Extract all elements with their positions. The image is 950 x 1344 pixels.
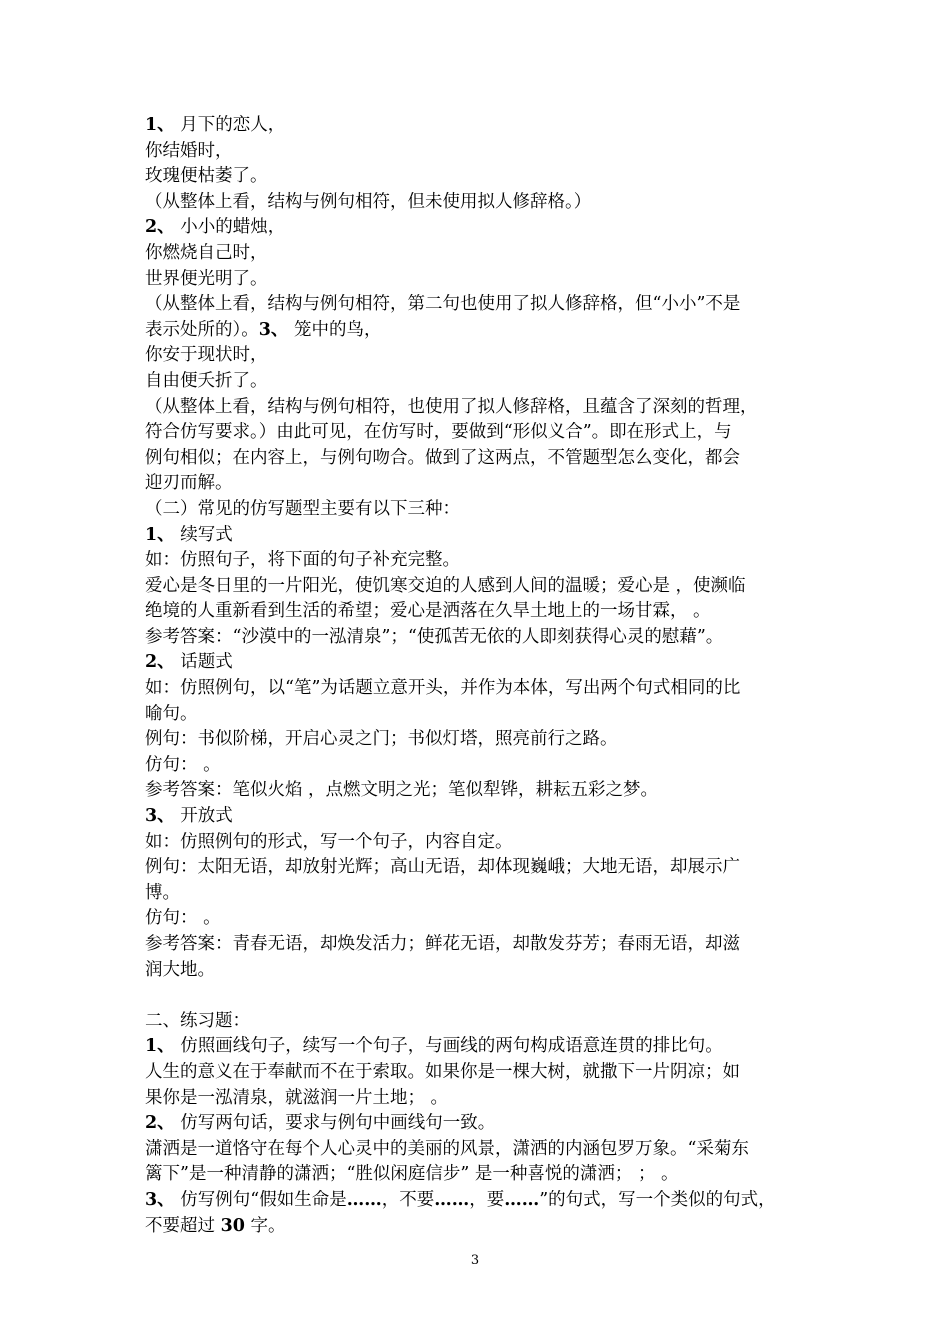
text-line bbox=[145, 215, 810, 241]
text-line bbox=[145, 548, 810, 574]
text-segment: 爱心是冬日里的一片阳光，使饥寒交迫的人感到人间的温暖；爱心是 ，使濒临 bbox=[145, 575, 746, 596]
text-segment: 月下的恋人， bbox=[174, 115, 286, 135]
text-segment: 续写式 bbox=[174, 524, 233, 545]
text-line bbox=[145, 727, 810, 753]
bold-text: 1、 bbox=[145, 1036, 175, 1057]
text-line bbox=[145, 753, 810, 779]
text-segment: 你燃烧自己时， bbox=[145, 242, 268, 263]
bold-text: 30 bbox=[220, 1215, 245, 1236]
bold-text: …… bbox=[504, 1189, 540, 1210]
text-segment: 潇洒是一道恪守在每个人心灵中的美丽的风景，潇洒的内涵包罗万象。“采菊东 bbox=[145, 1138, 749, 1159]
bold-text: 1、 bbox=[145, 115, 175, 135]
text-line bbox=[145, 702, 810, 728]
text-segment: 玫瑰便枯萎了。 bbox=[145, 166, 268, 187]
text-segment: 喻句。 bbox=[145, 703, 198, 724]
text-line bbox=[145, 369, 810, 395]
text-line bbox=[145, 932, 810, 958]
text-line bbox=[145, 164, 810, 190]
text-line bbox=[145, 1034, 810, 1060]
page-number: 3 bbox=[470, 1253, 480, 1268]
bold-text: 1、 bbox=[145, 524, 175, 545]
bold-text: 2、 bbox=[145, 217, 175, 238]
text-line bbox=[145, 778, 810, 804]
bold-text: 2、 bbox=[145, 1113, 175, 1134]
text-line bbox=[145, 267, 810, 293]
text-segment: 笼中的鸟， bbox=[288, 319, 382, 340]
text-line bbox=[145, 1162, 810, 1188]
text-line bbox=[145, 830, 810, 856]
text-segment: 如：仿照例句的形式，写一个句子，内容自定。 bbox=[145, 831, 513, 852]
text-segment: 二、练习题： bbox=[145, 1010, 250, 1031]
text-line bbox=[145, 1009, 810, 1035]
text-segment: （从整体上看，结构与例句相符，第二句也使用了拟人修辞格，但“小小”不是 bbox=[145, 294, 741, 315]
text-segment: 仿写例句“假如生命是 bbox=[174, 1189, 347, 1210]
text-segment: ，要 bbox=[469, 1189, 505, 1210]
text-segment: 参考答案：“沙漠中的一泓清泉”；“使孤苦无依的人即刻获得心灵的慰藉”。 bbox=[145, 626, 724, 647]
text-segment: 例句：书似阶梯，开启心灵之门；书似灯塔，照亮前行之路。 bbox=[145, 729, 618, 750]
blank-line bbox=[145, 983, 810, 1009]
text-line bbox=[145, 1188, 810, 1214]
text-segment: 你安于现状时， bbox=[145, 345, 268, 366]
text-segment: ，不要 bbox=[381, 1189, 435, 1210]
text-segment: ”的句式，写一个类似的句式， bbox=[539, 1189, 776, 1210]
text-segment: （从整体上看，结构与例句相符，也使用了拟人修辞格，且蕴含了深刻的哲理， bbox=[145, 396, 758, 417]
text-line bbox=[145, 343, 810, 369]
text-line bbox=[145, 599, 810, 625]
text-line bbox=[145, 395, 810, 421]
text-line bbox=[145, 497, 810, 523]
text-segment: 迎刃而解。 bbox=[145, 473, 233, 494]
text-segment: 如：仿照例句，以“笔”为话题立意开头，并作为本体，写出两个句式相同的比 bbox=[145, 678, 741, 699]
text-segment: 篱下”是一种清静的潇洒；“胜似闲庭信步” 是一种喜悦的潇洒； ； 。 bbox=[145, 1164, 679, 1185]
bold-text: 2、 bbox=[145, 652, 175, 673]
text-line bbox=[145, 855, 810, 881]
text-line bbox=[145, 292, 810, 318]
text-segment: 参考答案：青春无语，却焕发活力；鲜花无语，却散发芬芳；春雨无语，却滋 bbox=[145, 934, 740, 954]
text-segment: 仿句： 。 bbox=[145, 754, 221, 775]
text-line bbox=[145, 113, 810, 139]
text-line bbox=[145, 190, 810, 216]
text-segment: 绝境的人重新看到生活的希望；爱心是洒落在久旱土地上的一场甘霖， 。 bbox=[145, 601, 711, 622]
text-line bbox=[145, 676, 810, 702]
text-line bbox=[145, 1137, 810, 1163]
text-line bbox=[145, 420, 810, 446]
text-line bbox=[145, 1060, 810, 1086]
bold-text: 3、 bbox=[258, 319, 289, 340]
text-line bbox=[145, 1086, 810, 1112]
text-segment: 博。 bbox=[145, 882, 180, 903]
text-segment: 话题式 bbox=[174, 652, 233, 673]
text-line bbox=[145, 881, 810, 907]
text-segment: 仿句： 。 bbox=[145, 908, 221, 929]
text-line bbox=[145, 625, 810, 651]
text-line bbox=[145, 139, 810, 165]
document-body bbox=[145, 113, 810, 1239]
text-line bbox=[145, 471, 810, 497]
text-line bbox=[145, 906, 810, 932]
text-segment: 表示处所的）。 bbox=[145, 319, 259, 340]
text-segment: 世界便光明了。 bbox=[145, 268, 268, 289]
text-segment: 开放式 bbox=[174, 806, 233, 827]
text-line bbox=[145, 958, 810, 984]
text-segment: （从整体上看，结构与例句相符，但未使用拟人修辞格。） bbox=[145, 191, 592, 212]
text-segment: 例句：太阳无语，却放射光辉；高山无语，却体现巍峨；大地无语，却展示广 bbox=[145, 857, 740, 878]
text-line bbox=[145, 241, 810, 267]
text-line bbox=[145, 523, 810, 549]
bold-text: 3、 bbox=[145, 806, 175, 827]
text-segment: 自由便夭折了。 bbox=[145, 370, 268, 391]
text-segment: 如：仿照句子，将下面的句子补充完整。 bbox=[145, 550, 460, 571]
text-line bbox=[145, 574, 810, 600]
text-line bbox=[145, 1214, 810, 1240]
text-segment: 仿写两句话，要求与例句中画线句一致。 bbox=[174, 1113, 496, 1134]
text-segment: 参考答案：笔似火焰 ，点燃文明之光；笔似犁铧，耕耘五彩之梦。 bbox=[145, 780, 659, 801]
text-line bbox=[145, 650, 810, 676]
text-segment: 仿照画线句子，续写一个句子，与画线的两句构成语意连贯的排比句。 bbox=[174, 1036, 723, 1057]
text-segment: 字。 bbox=[244, 1215, 286, 1236]
text-segment: 符合仿写要求。）由此可见，在仿写时，要做到“形似义合”。即在形式上，与 bbox=[145, 422, 732, 443]
bold-text: …… bbox=[346, 1189, 382, 1210]
text-segment: 小小的蜡烛， bbox=[174, 217, 286, 238]
bold-text: …… bbox=[434, 1189, 470, 1210]
text-line bbox=[145, 1111, 810, 1137]
text-line bbox=[145, 446, 810, 472]
bold-text: 3、 bbox=[145, 1189, 175, 1210]
text-line bbox=[145, 804, 810, 830]
text-line bbox=[145, 318, 810, 344]
text-segment: 你结婚时， bbox=[145, 140, 233, 161]
text-segment: 润大地。 bbox=[145, 959, 215, 980]
text-segment: 果你是一泓清泉，就滋润一片土地； 。 bbox=[145, 1087, 449, 1108]
text-segment: 不要超过 bbox=[145, 1215, 221, 1236]
text-segment: 人生的意义在于奉献而不在于索取。如果你是一棵大树，就撒下一片阴凉；如 bbox=[145, 1061, 740, 1082]
text-segment: 例句相似；在内容上，与例句吻合。做到了这两点，不管题型怎么变化，都会 bbox=[145, 447, 740, 468]
text-segment: （二）常见的仿写题型主要有以下三种： bbox=[145, 498, 460, 519]
